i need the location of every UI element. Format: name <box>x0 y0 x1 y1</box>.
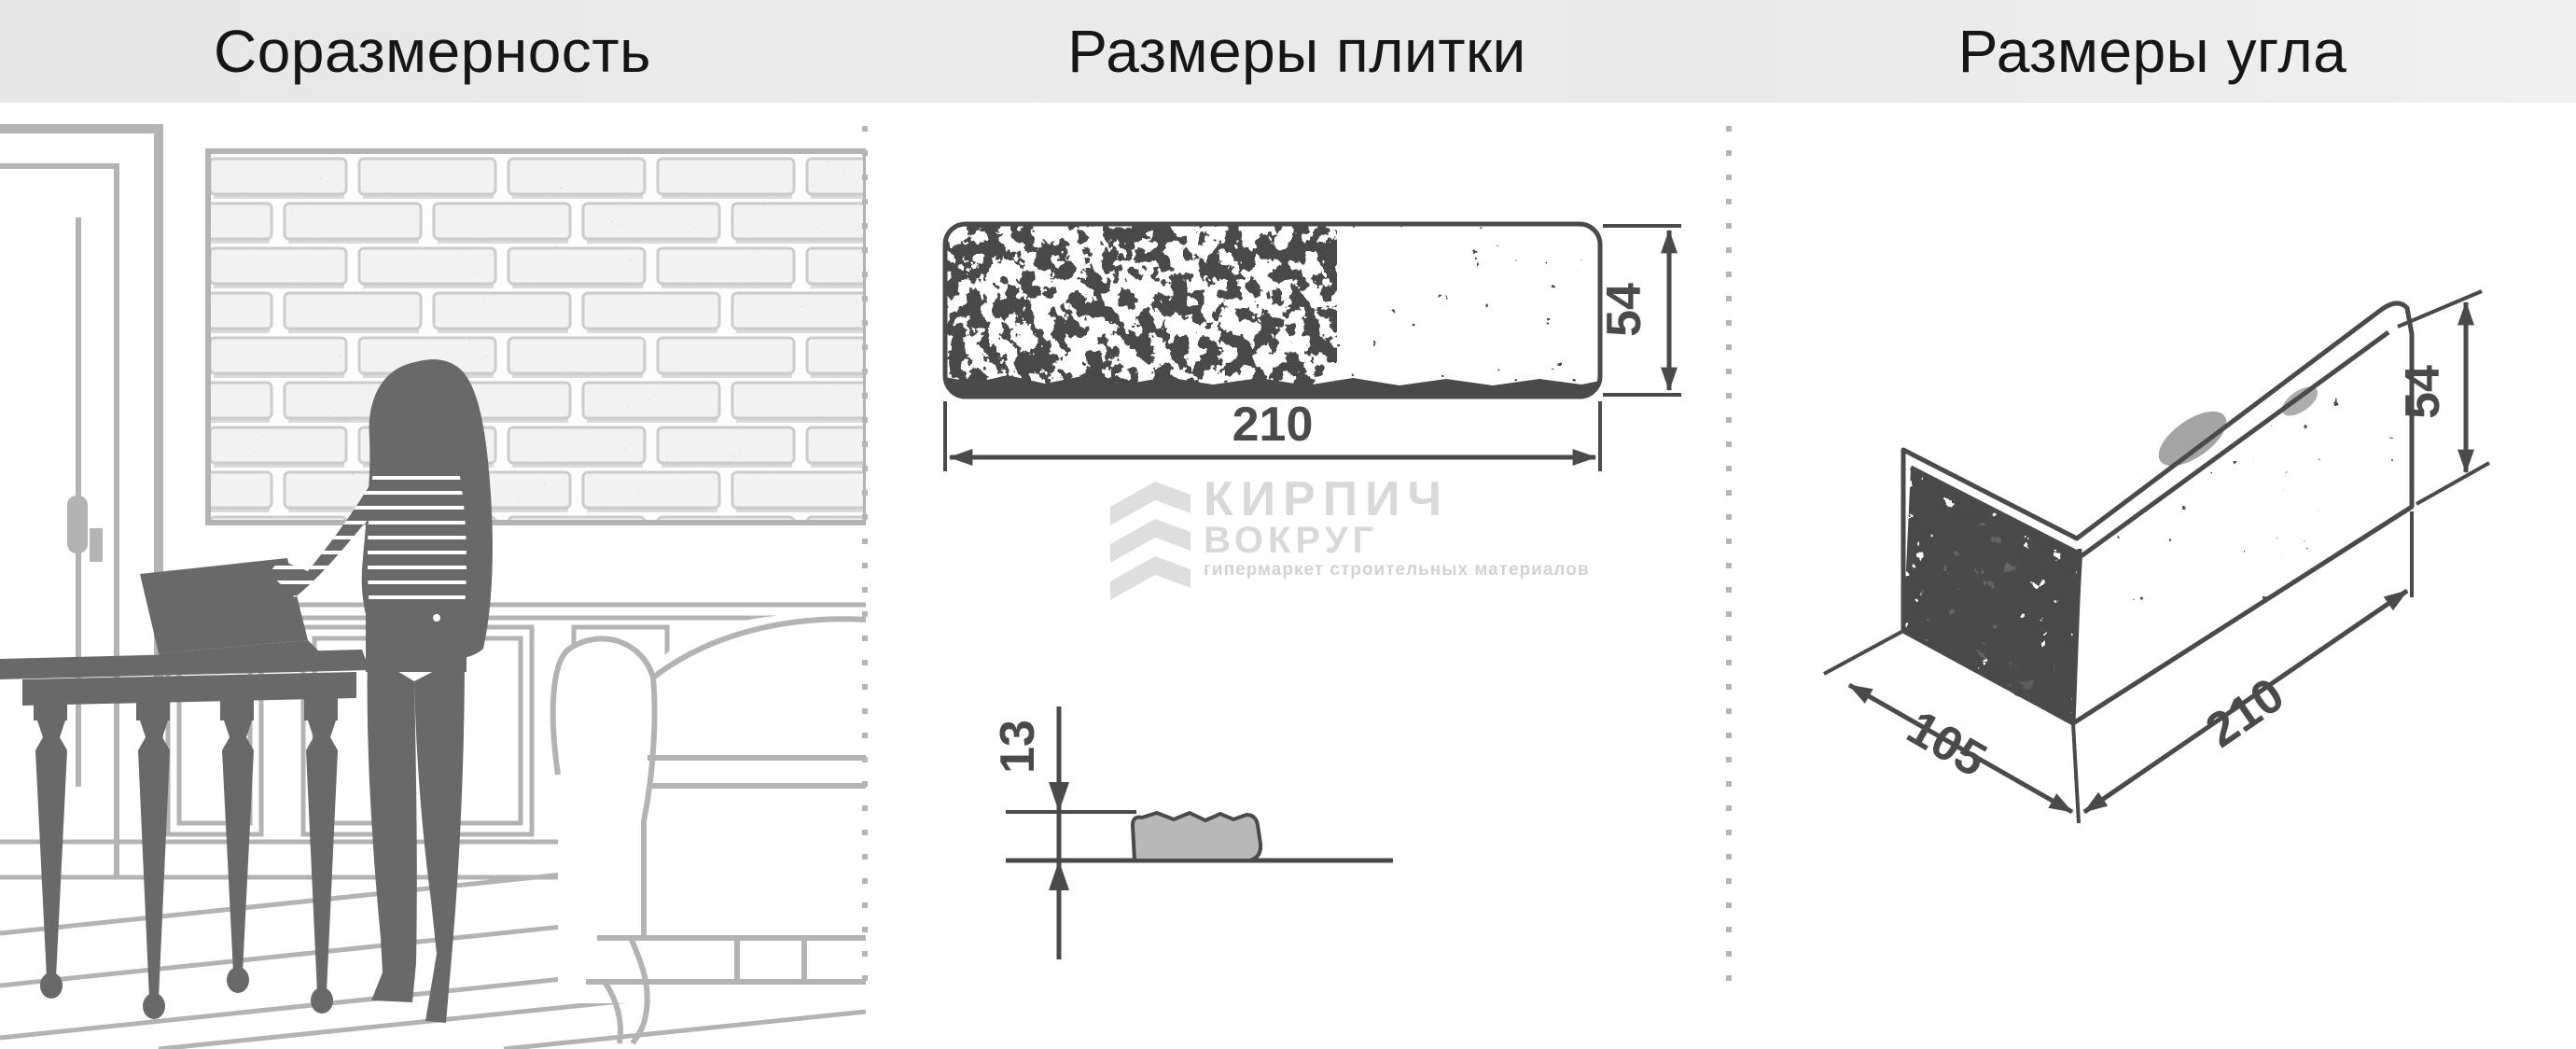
corner-dimension-drawing <box>1729 103 2576 1049</box>
tile-dimensions-panel <box>866 103 1729 1049</box>
header-cell-tile-dimensions <box>865 0 1729 103</box>
tile-thickness-view <box>991 706 1393 959</box>
brand-zigzag-icon <box>1110 482 1191 600</box>
title-tile-dimensions: Размеры плитки <box>1067 18 1526 85</box>
corner-depth-label: 105 <box>1898 700 1996 789</box>
woman-hips <box>366 597 466 672</box>
section-separator-dotted <box>862 126 868 994</box>
tile-dimension-drawing <box>866 103 1729 1049</box>
woman-leg <box>368 653 417 1002</box>
header-band <box>0 0 2576 103</box>
table-leg <box>34 698 67 999</box>
woman-leg <box>414 655 465 1023</box>
proportionality-scene-panel <box>0 103 866 1049</box>
sofa <box>553 612 866 1043</box>
section-separator-dotted <box>1726 126 1732 994</box>
brand-name-line2: ВОКРУГ <box>1204 520 1379 561</box>
title-proportionality: Соразмерность <box>214 18 651 85</box>
tile-front-view <box>945 224 1600 397</box>
tile-height-label: 54 <box>1597 283 1651 337</box>
brand-name-line1: КИРПИЧ <box>1204 472 1450 526</box>
brick-wall-panel <box>208 151 866 523</box>
brand-watermark <box>1110 472 1590 600</box>
title-corner-dimensions: Размеры угла <box>1957 18 2347 85</box>
table-leg <box>220 698 254 993</box>
corner-length-label: 210 <box>2196 667 2294 759</box>
door-handle <box>67 496 103 562</box>
jeans-button <box>433 614 440 622</box>
tile-thickness-label: 13 <box>991 720 1045 774</box>
corner-dimensions-panel <box>1729 103 2576 1049</box>
tile-width-label: 210 <box>1232 398 1314 452</box>
header-cell-proportionality <box>0 0 865 103</box>
brand-tagline: гипермаркет строительных материалов <box>1204 560 1590 580</box>
table-leg <box>304 698 338 1014</box>
interior-scene-illustration <box>0 103 866 1049</box>
tile-profile-shape <box>1133 813 1260 860</box>
header-cell-corner-dimensions <box>1729 0 2576 103</box>
corner-height-label: 54 <box>2396 365 2450 419</box>
corner-piece-isometric <box>1903 303 2412 723</box>
